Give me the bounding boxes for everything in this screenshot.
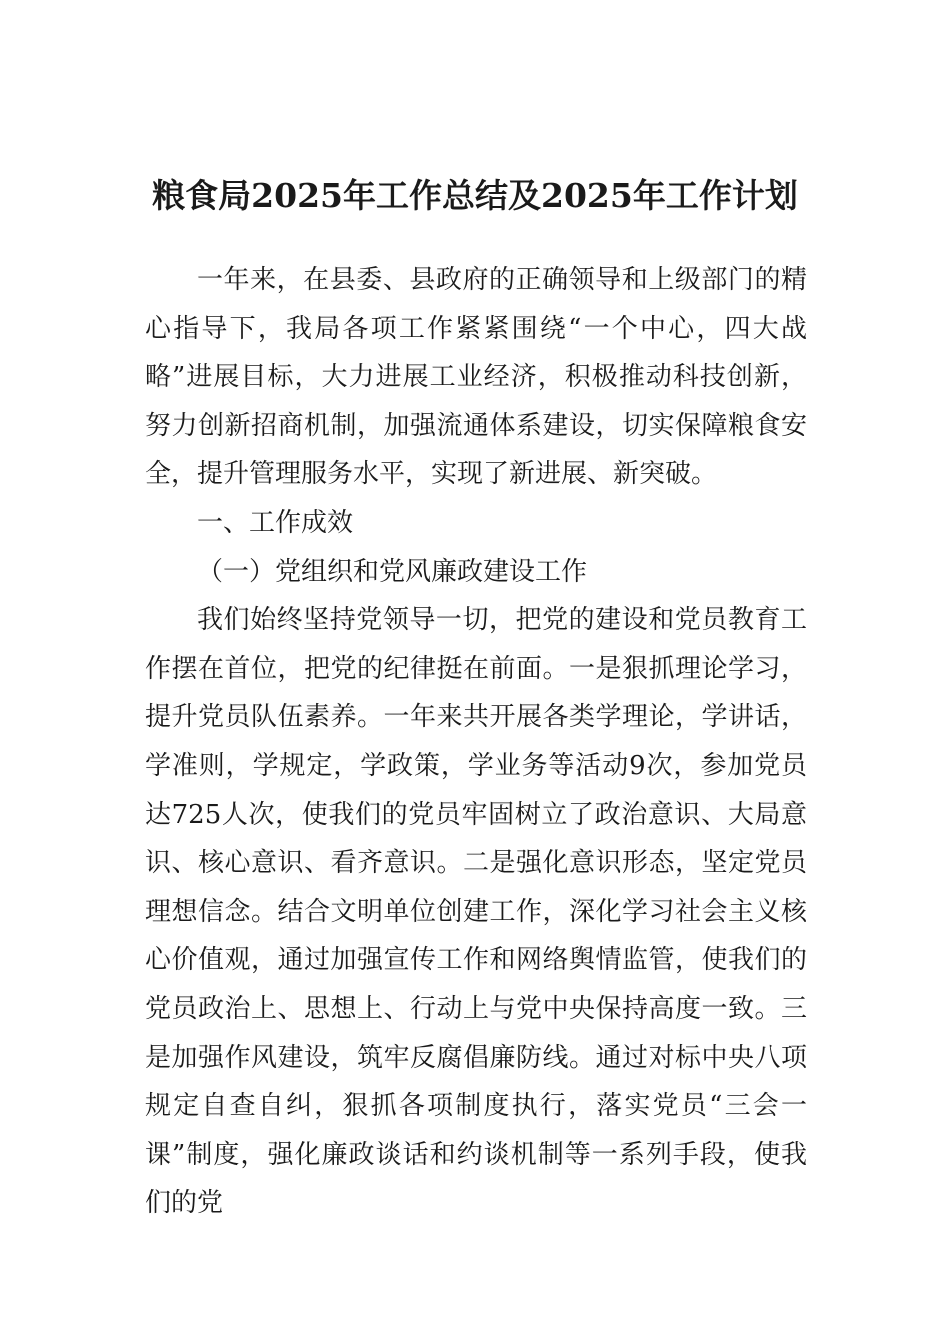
intro-paragraph: 一年来，在县委、县政府的正确领导和上级部门的精心指导下，我局各项工作紧紧围绕“一个中心，四大战略”进展目标，大力进展工业经济，积极推动科技创新，努力创新招商机制，加强流通体系建设，切实保障粮食安全，提升管理服务水平，实现了新进展、新突破。	[145, 265, 807, 490]
subsection-heading-party-building: （一）党组织和党风廉政建设工作	[197, 556, 588, 587]
party-building-paragraph: 我们始终坚持党领导一切，把党的建设和党员教育工作摆在首位，把党的纪律挺在前面。一是狠抓理论学习，提升党员队伍素养。一年来共开展各类学理论，学讲话，学准则，学规定，学政策，学业务等活动9次，参加党员达725人次，使我们的党员牢固树立了政治意识、大局意识、核心意识、看齐意识。二是强化意识形态，坚定党员理想信念。结合文明单位创建工作，深化学习社会主义核心价值观，通过加强宣传工作和网络舆情监管，使我们的党员政治上、思想上、行动上与党中央保持高度一致。三是加强作风建设，筑牢反腐倡廉防线。通过对标中央八项规定自查自纠，狠抓各项制度执行，落实党员“三会一课”制度，强化廉政谈话和约谈机制等一系列手段，使我们的党	[145, 605, 807, 1219]
section-heading-work-results: 一、工作成效	[197, 507, 354, 538]
document-body	[145, 256, 807, 1228]
document-title: 粮食局2025年工作总结及2025年工作计划	[152, 176, 798, 215]
